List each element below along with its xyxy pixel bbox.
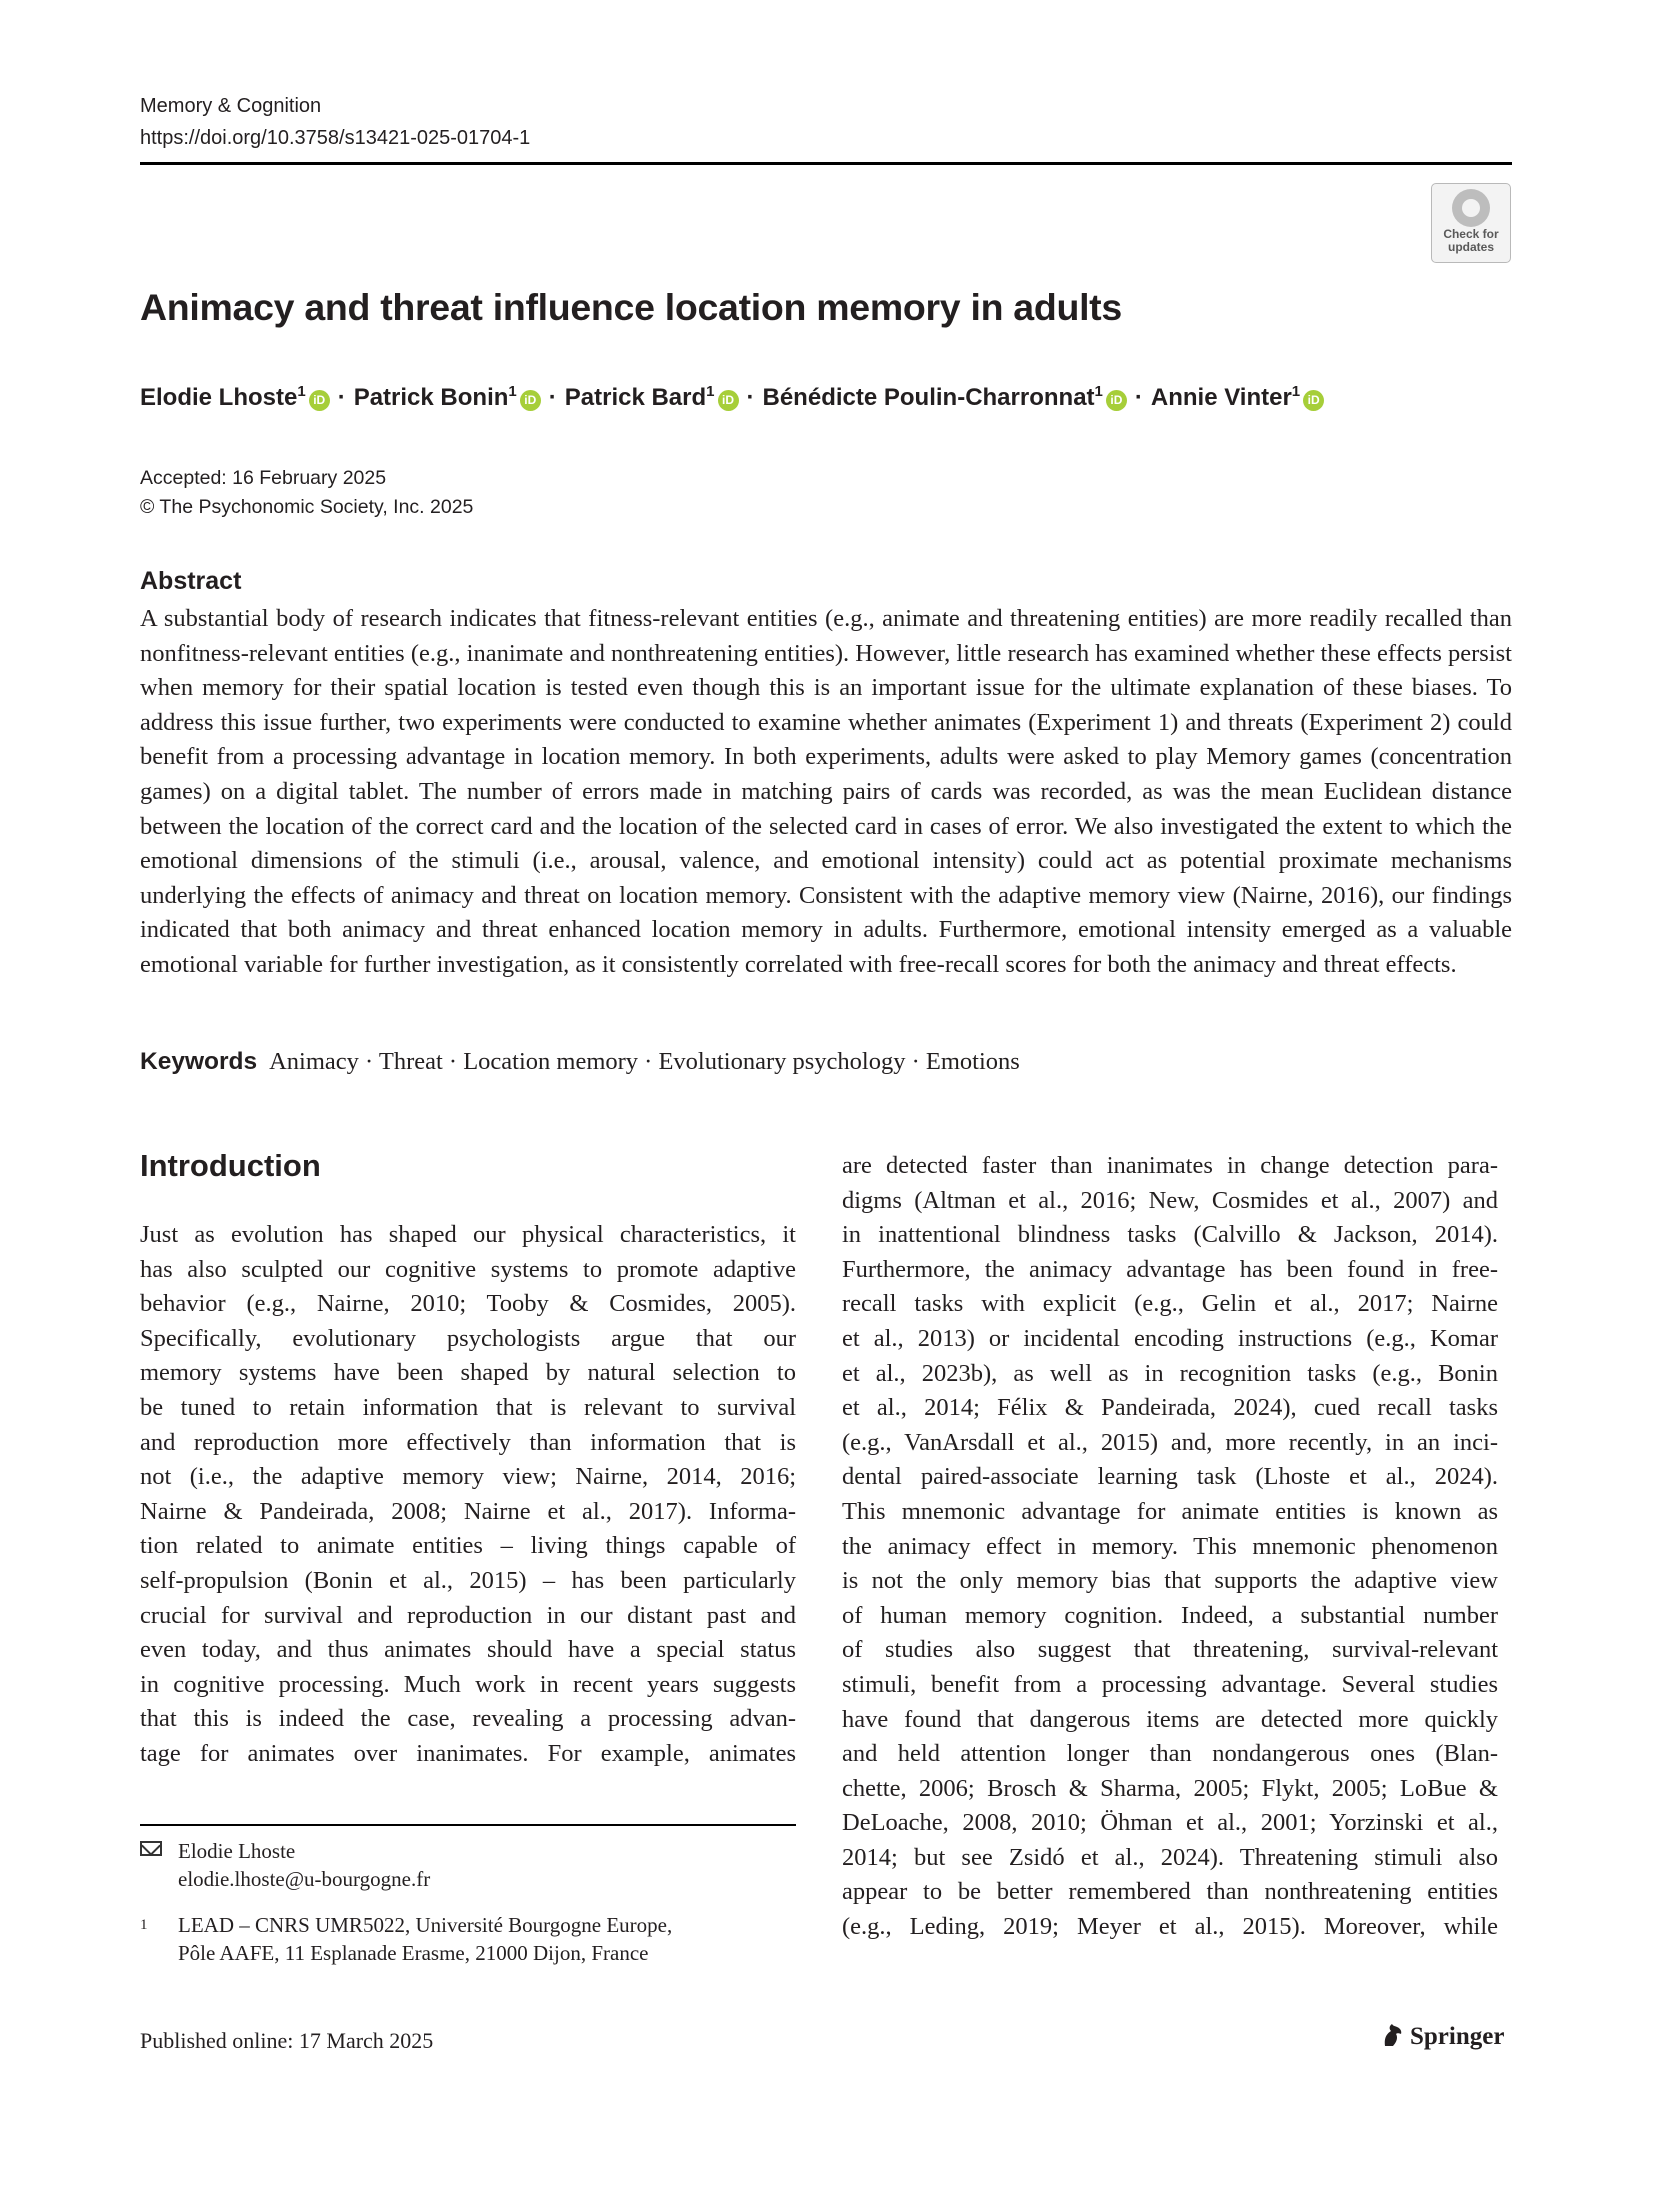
text-line: DeLoache, 2008, 2010; Öhman et al., 2001; Yorzinski et al., bbox=[842, 1809, 1498, 1837]
text-line: et al., 2014; Félix & Pandeirada, 2024), cued recall tasks bbox=[842, 1394, 1498, 1422]
text-line: and held attention longer than nondangerous ones (Blan- bbox=[842, 1740, 1498, 1768]
text-line: dental paired-associate learning task (Lhoste et al., 2024). bbox=[842, 1463, 1498, 1491]
text-line: This mnemonic advantage for animate entities is known as bbox=[842, 1497, 1498, 1525]
abstract-text: A substantial body of research indicates that fitness-relevant entities (e.g., animate and threatening entities) are more readily recalled than nonfitness-relevant entities (e.g., inanimate and nonthreatening entities). However, little research has examined whether these effects persist when memory for their spatial location is tested even though this is an important issue for the ultimate explanation of these biases. To address this issue further, two experiments were conducted to examine whether animates (Experiment 1) and threats (Experiment 2) could benefit from a processing advantage in location memory. In both experiments, adults were asked to play Memory games (concentration games) on a digital tablet. The number of errors made in matching pairs of cards was recorded, as was the mean Euclidean distance between the location of the correct card and the location of the selected card in cases of error. We also investigated the extent to which the emotional dimensions of the stimuli (i.e., arousal, valence, and emotional intensity) could act as potential proximate mechanisms underlying the effects of animacy and threat on location memory. Consistent with the adaptive memory view (Nairne, 2016), our findings indicated that both animacy and threat enhanced location memory in adults. Furthermore, emotional intensity emerged as a valuable emotional variable for further investigation, as it consistently correlated with free-recall scores for both the animacy and threat effects. bbox=[140, 605, 1512, 978]
check-badge-line1: Check for bbox=[1443, 227, 1499, 241]
text-line: memory systems have been shaped by natural selection to bbox=[140, 1359, 796, 1387]
text-line: et al., 2023b), as well as in recognition tasks (e.g., Bonin bbox=[842, 1359, 1498, 1387]
text-line: have found that dangerous items are detected more quickly bbox=[842, 1705, 1498, 1733]
header-rule bbox=[140, 162, 1512, 165]
email-link[interactable]: elodie.lhoste@u-bourgogne.fr bbox=[178, 1867, 431, 1891]
text-line: not (i.e., the adaptive memory view; Nairne, 2014, 2016; bbox=[140, 1463, 796, 1491]
text-line: and reproduction more effectively than information that is bbox=[140, 1428, 796, 1456]
author-affiliation: 1 bbox=[706, 383, 715, 400]
author-affiliation: 1 bbox=[297, 383, 306, 400]
text-line: in inattentional blindness tasks (Calvillo & Jackson, 2014). bbox=[842, 1221, 1498, 1249]
text-line: has also sculpted our cognitive systems to promote adaptive bbox=[140, 1255, 796, 1283]
section-heading-introduction: Introduction bbox=[140, 1148, 321, 1183]
publisher-name: Springer bbox=[1410, 2023, 1505, 2050]
text-line: are detected faster than inanimates in change detection para- bbox=[842, 1152, 1498, 1179]
text-line: that this is indeed the case, revealing a processing advan- bbox=[140, 1705, 796, 1733]
affiliation bbox=[140, 1911, 800, 1967]
author-name[interactable]: Annie Vinter bbox=[1150, 384, 1292, 411]
text-line: even today, and thus animates should have a special status bbox=[140, 1636, 796, 1664]
orcid-icon[interactable]: iD bbox=[1303, 390, 1324, 411]
text-line: self-propulsion (Bonin et al., 2015) – has been particularly bbox=[140, 1566, 796, 1594]
envelope-icon bbox=[140, 1841, 162, 1856]
journal-header bbox=[140, 90, 530, 154]
abstract-heading: Abstract bbox=[140, 567, 242, 595]
check-for-updates-badge[interactable] bbox=[1431, 183, 1511, 263]
affiliation-number: 1 bbox=[140, 1917, 148, 1933]
keywords bbox=[140, 1048, 1020, 1076]
text-line: stimuli, benefit from a processing advantage. Several studies bbox=[842, 1670, 1498, 1698]
text-line: Furthermore, the animacy advantage has been found in free- bbox=[842, 1255, 1498, 1283]
author-affiliation: 1 bbox=[1094, 383, 1103, 400]
text-line: recall tasks with explicit (e.g., Gelin et al., 2017; Nairne bbox=[842, 1290, 1498, 1318]
text-line: appear to be better remembered than nonthreatening entities bbox=[842, 1878, 1498, 1906]
author-separator: · bbox=[746, 384, 755, 411]
text-line: chette, 2006; Brosch & Sharma, 2005; Flykt, 2005; LoBue & bbox=[842, 1774, 1498, 1802]
author-name[interactable]: Bénédicte Poulin-Charronnat bbox=[762, 384, 1095, 411]
text-line: the animacy effect in memory. This mnemonic phenomenon bbox=[842, 1532, 1498, 1560]
orcid-icon[interactable]: iD bbox=[718, 390, 739, 411]
keywords-list: Animacy · Threat · Location memory · Evolutionary psychology · Emotions bbox=[269, 1048, 1020, 1075]
publisher-logo bbox=[1380, 2022, 1504, 2051]
text-line: is not the only memory bias that supports the adaptive view bbox=[842, 1567, 1498, 1595]
text-line: Just as evolution has shaped our physical characteristics, it bbox=[140, 1221, 796, 1248]
author-list bbox=[140, 383, 1324, 412]
doi-link[interactable]: https://doi.org/10.3758/s13421-025-01704-1 bbox=[140, 127, 531, 149]
text-line: be tuned to retain information that is relevant to survival bbox=[140, 1393, 796, 1421]
affiliation-line: Pôle AAFE, 11 Esplanade Erasme, 21000 Dijon, France bbox=[178, 1941, 649, 1965]
orcid-icon[interactable]: iD bbox=[1106, 390, 1127, 411]
author-separator: · bbox=[1134, 384, 1143, 411]
text-line: in cognitive processing. Much work in recent years suggests bbox=[140, 1670, 796, 1698]
orcid-icon[interactable]: iD bbox=[309, 390, 330, 411]
article-title: Animacy and threat influence location memory in adults bbox=[140, 286, 1122, 328]
text-line: 2014; but see Zsidó et al., 2024). Threatening stimuli also bbox=[842, 1843, 1498, 1871]
springer-horse-icon bbox=[1380, 2022, 1404, 2048]
text-line: (e.g., Leding, 2019; Meyer et al., 2015). Moreover, while bbox=[842, 1913, 1498, 1941]
keywords-heading: Keywords bbox=[140, 1048, 258, 1075]
text-line: of studies also suggest that threatening, survival-relevant bbox=[842, 1636, 1498, 1664]
check-updates-icon bbox=[1452, 189, 1490, 227]
journal-name: Memory & Cognition bbox=[140, 95, 322, 117]
footnote-rule bbox=[140, 1824, 796, 1826]
text-line: Nairne & Pandeirada, 2008; Nairne et al., 2017). Informa- bbox=[140, 1497, 796, 1525]
author-separator: · bbox=[548, 384, 557, 411]
text-line: et al., 2013) or incidental encoding instructions (e.g., Komar bbox=[842, 1324, 1498, 1352]
affiliation-line: LEAD – CNRS UMR5022, Université Bourgogne Europe, bbox=[178, 1913, 673, 1937]
author-affiliation: 1 bbox=[1291, 383, 1301, 400]
corresponding-author: Elodie Lhoste bbox=[178, 1839, 296, 1863]
article-meta bbox=[140, 464, 473, 522]
text-line: crucial for survival and reproduction in our distant past and bbox=[140, 1601, 796, 1629]
text-line: digms (Altman et al., 2016; New, Cosmides et al., 2007) and bbox=[842, 1186, 1498, 1214]
author-name[interactable]: Patrick Bard bbox=[564, 384, 707, 411]
author-separator: · bbox=[337, 384, 346, 411]
author-name[interactable]: Elodie Lhoste bbox=[140, 384, 298, 411]
text-line: tage for animates over inanimates. For example, animates bbox=[140, 1739, 796, 1767]
text-line: behavior (e.g., Nairne, 2010; Tooby & Cosmides, 2005). bbox=[140, 1290, 796, 1318]
text-line: of human memory cognition. Indeed, a substantial number bbox=[842, 1601, 1498, 1629]
text-line: (e.g., VanArsdall et al., 2015) and, more recently, in an inci- bbox=[842, 1428, 1498, 1456]
text-line: tion related to animate entities – living things capable of bbox=[140, 1532, 796, 1560]
text-line: Specifically, evolutionary psychologists argue that our bbox=[140, 1324, 796, 1352]
check-badge-line2: updates bbox=[1447, 240, 1494, 254]
author-affiliation: 1 bbox=[508, 383, 517, 400]
accepted-date: Accepted: 16 February 2025 bbox=[140, 467, 387, 489]
intro-column-right bbox=[842, 1149, 1498, 1945]
orcid-icon[interactable]: iD bbox=[520, 390, 541, 411]
intro-column-left bbox=[140, 1218, 796, 1772]
published-date: Published online: 17 March 2025 bbox=[140, 2028, 434, 2053]
footnote bbox=[140, 1837, 800, 1967]
author-name[interactable]: Patrick Bonin bbox=[353, 384, 509, 411]
copyright: © The Psychonomic Society, Inc. 2025 bbox=[140, 496, 474, 518]
